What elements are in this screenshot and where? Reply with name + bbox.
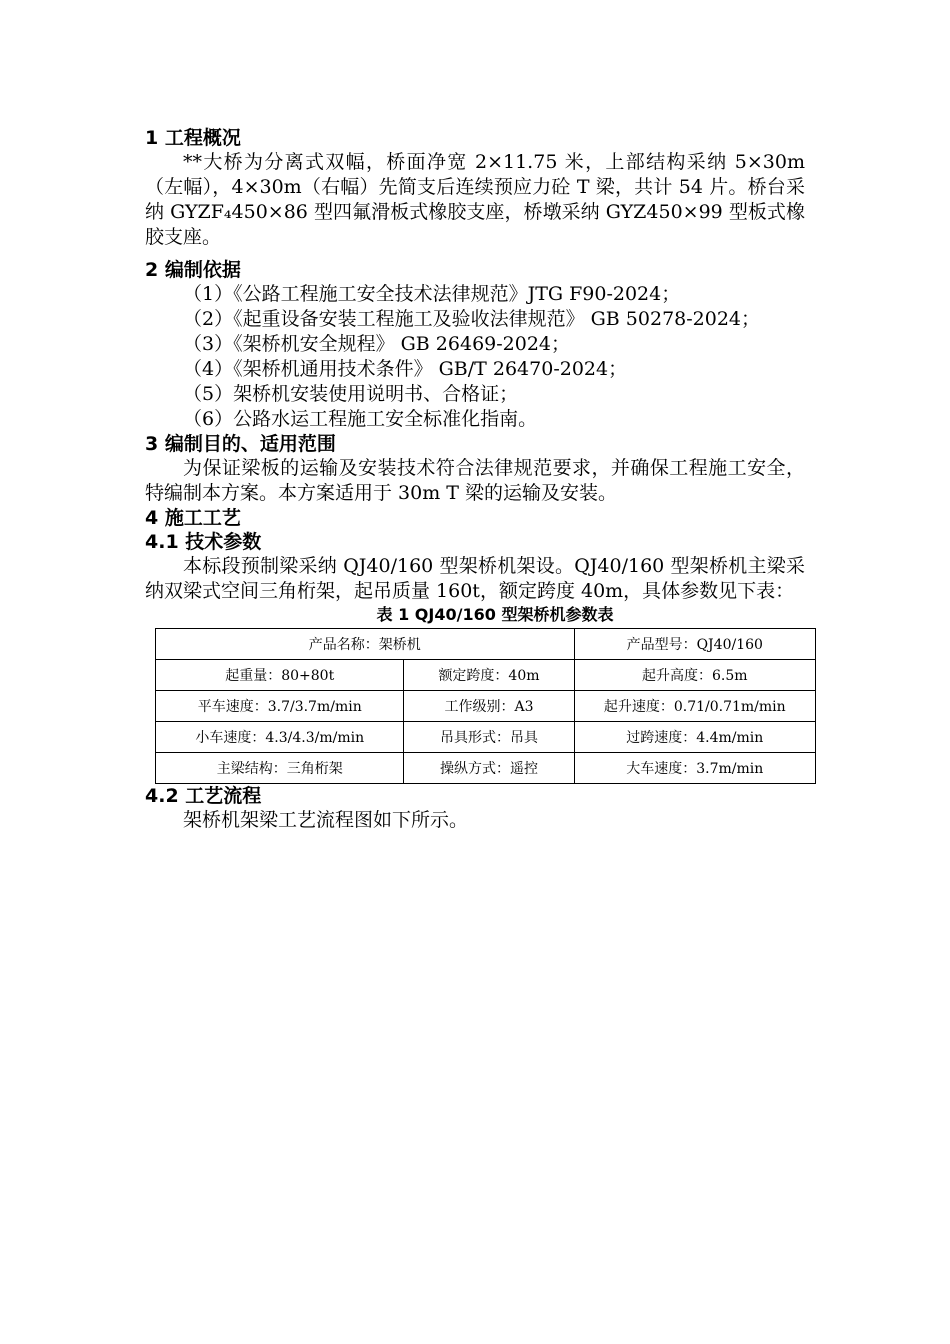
table-row — [156, 691, 816, 722]
table-cell: 工作级别：A3 — [404, 691, 574, 722]
section-3-paragraph: 为保证梁板的运输及安装技术符合法律规范要求，并确保工程施工安全，特编制本方案。本方案适用于 30m T 梁的运输及安装。 — [145, 457, 805, 504]
reference-item: （6）公路水运工程施工安全标准化指南。 — [183, 408, 538, 430]
reference-item: （1）《公路工程施工安全技术法律规范》JTG F90-2024； — [183, 283, 681, 305]
parameters-table — [155, 628, 816, 784]
section-4-1-paragraph: 本标段预制梁采纳 QJ40/160 型架桥机架设。QJ40/160 型架桥机主梁采纳双梁式空间三角桁架，起吊质量 160t，额定跨度 40m，具体参数见下表： — [145, 555, 805, 602]
table-cell: 平车速度：3.7/3.7m/min — [156, 691, 404, 722]
table-cell: 额定跨度：40m — [404, 660, 574, 691]
table-cell: 起升高度：6.5m — [574, 660, 815, 691]
table-header-row — [156, 629, 816, 660]
reference-item: （4）《架桥机通用技术条件》 GB/T 26470-2024； — [183, 358, 628, 380]
table-caption: 表 1 QJ40/160 型架桥机参数表 — [376, 605, 614, 624]
table-row — [156, 660, 816, 691]
table-cell: 产品型号：QJ40/160 — [574, 629, 815, 660]
document-page — [145, 126, 805, 833]
table-row — [156, 753, 816, 784]
reference-item: （2）《起重设备安装工程施工及验收法律规范》 GB 50278-2024； — [183, 308, 761, 330]
section-4-2-heading: 4.2 工艺流程 — [145, 785, 262, 807]
table-cell: 起重量：80+80t — [156, 660, 404, 691]
table-cell: 吊具形式：吊具 — [404, 722, 574, 753]
table-cell: 大车速度：3.7m/min — [574, 753, 815, 784]
table-row — [156, 722, 816, 753]
table-cell: 主梁结构：三角桁架 — [156, 753, 404, 784]
section-1-heading: 1 工程概况 — [145, 127, 241, 149]
table-cell: 产品名称：架桥机 — [156, 629, 575, 660]
table-cell: 操纵方式：遥控 — [404, 753, 574, 784]
section-2-heading: 2 编制依据 — [145, 259, 241, 281]
section-4-2-paragraph: 架桥机架梁工艺流程图如下所示。 — [183, 809, 469, 831]
section-1-paragraph: **大桥为分离式双幅，桥面净宽 2×11.75 米，上部结构采纳 5×30m（左幅），4×30m（右幅）先简支后连续预应力砼 T 梁，共计 54 片。桥台采纳 GYZF₄450×86 型四氟滑板式橡胶支座，桥墩采纳 GYZ450×99 型板式橡胶支座。 — [145, 151, 805, 248]
section-4-heading: 4 施工工艺 — [145, 507, 241, 529]
reference-item: （3）《架桥机安全规程》 GB 26469-2024； — [183, 333, 571, 355]
section-3-heading: 3 编制目的、适用范围 — [145, 433, 336, 455]
table-cell: 小车速度：4.3/4.3/m/min — [156, 722, 404, 753]
reference-item: （5）架桥机安装使用说明书、合格证； — [183, 383, 519, 405]
table-cell: 起升速度：0.71/0.71m/min — [574, 691, 815, 722]
table-cell: 过跨速度：4.4m/min — [574, 722, 815, 753]
section-4-1-heading: 4.1 技术参数 — [145, 531, 262, 553]
